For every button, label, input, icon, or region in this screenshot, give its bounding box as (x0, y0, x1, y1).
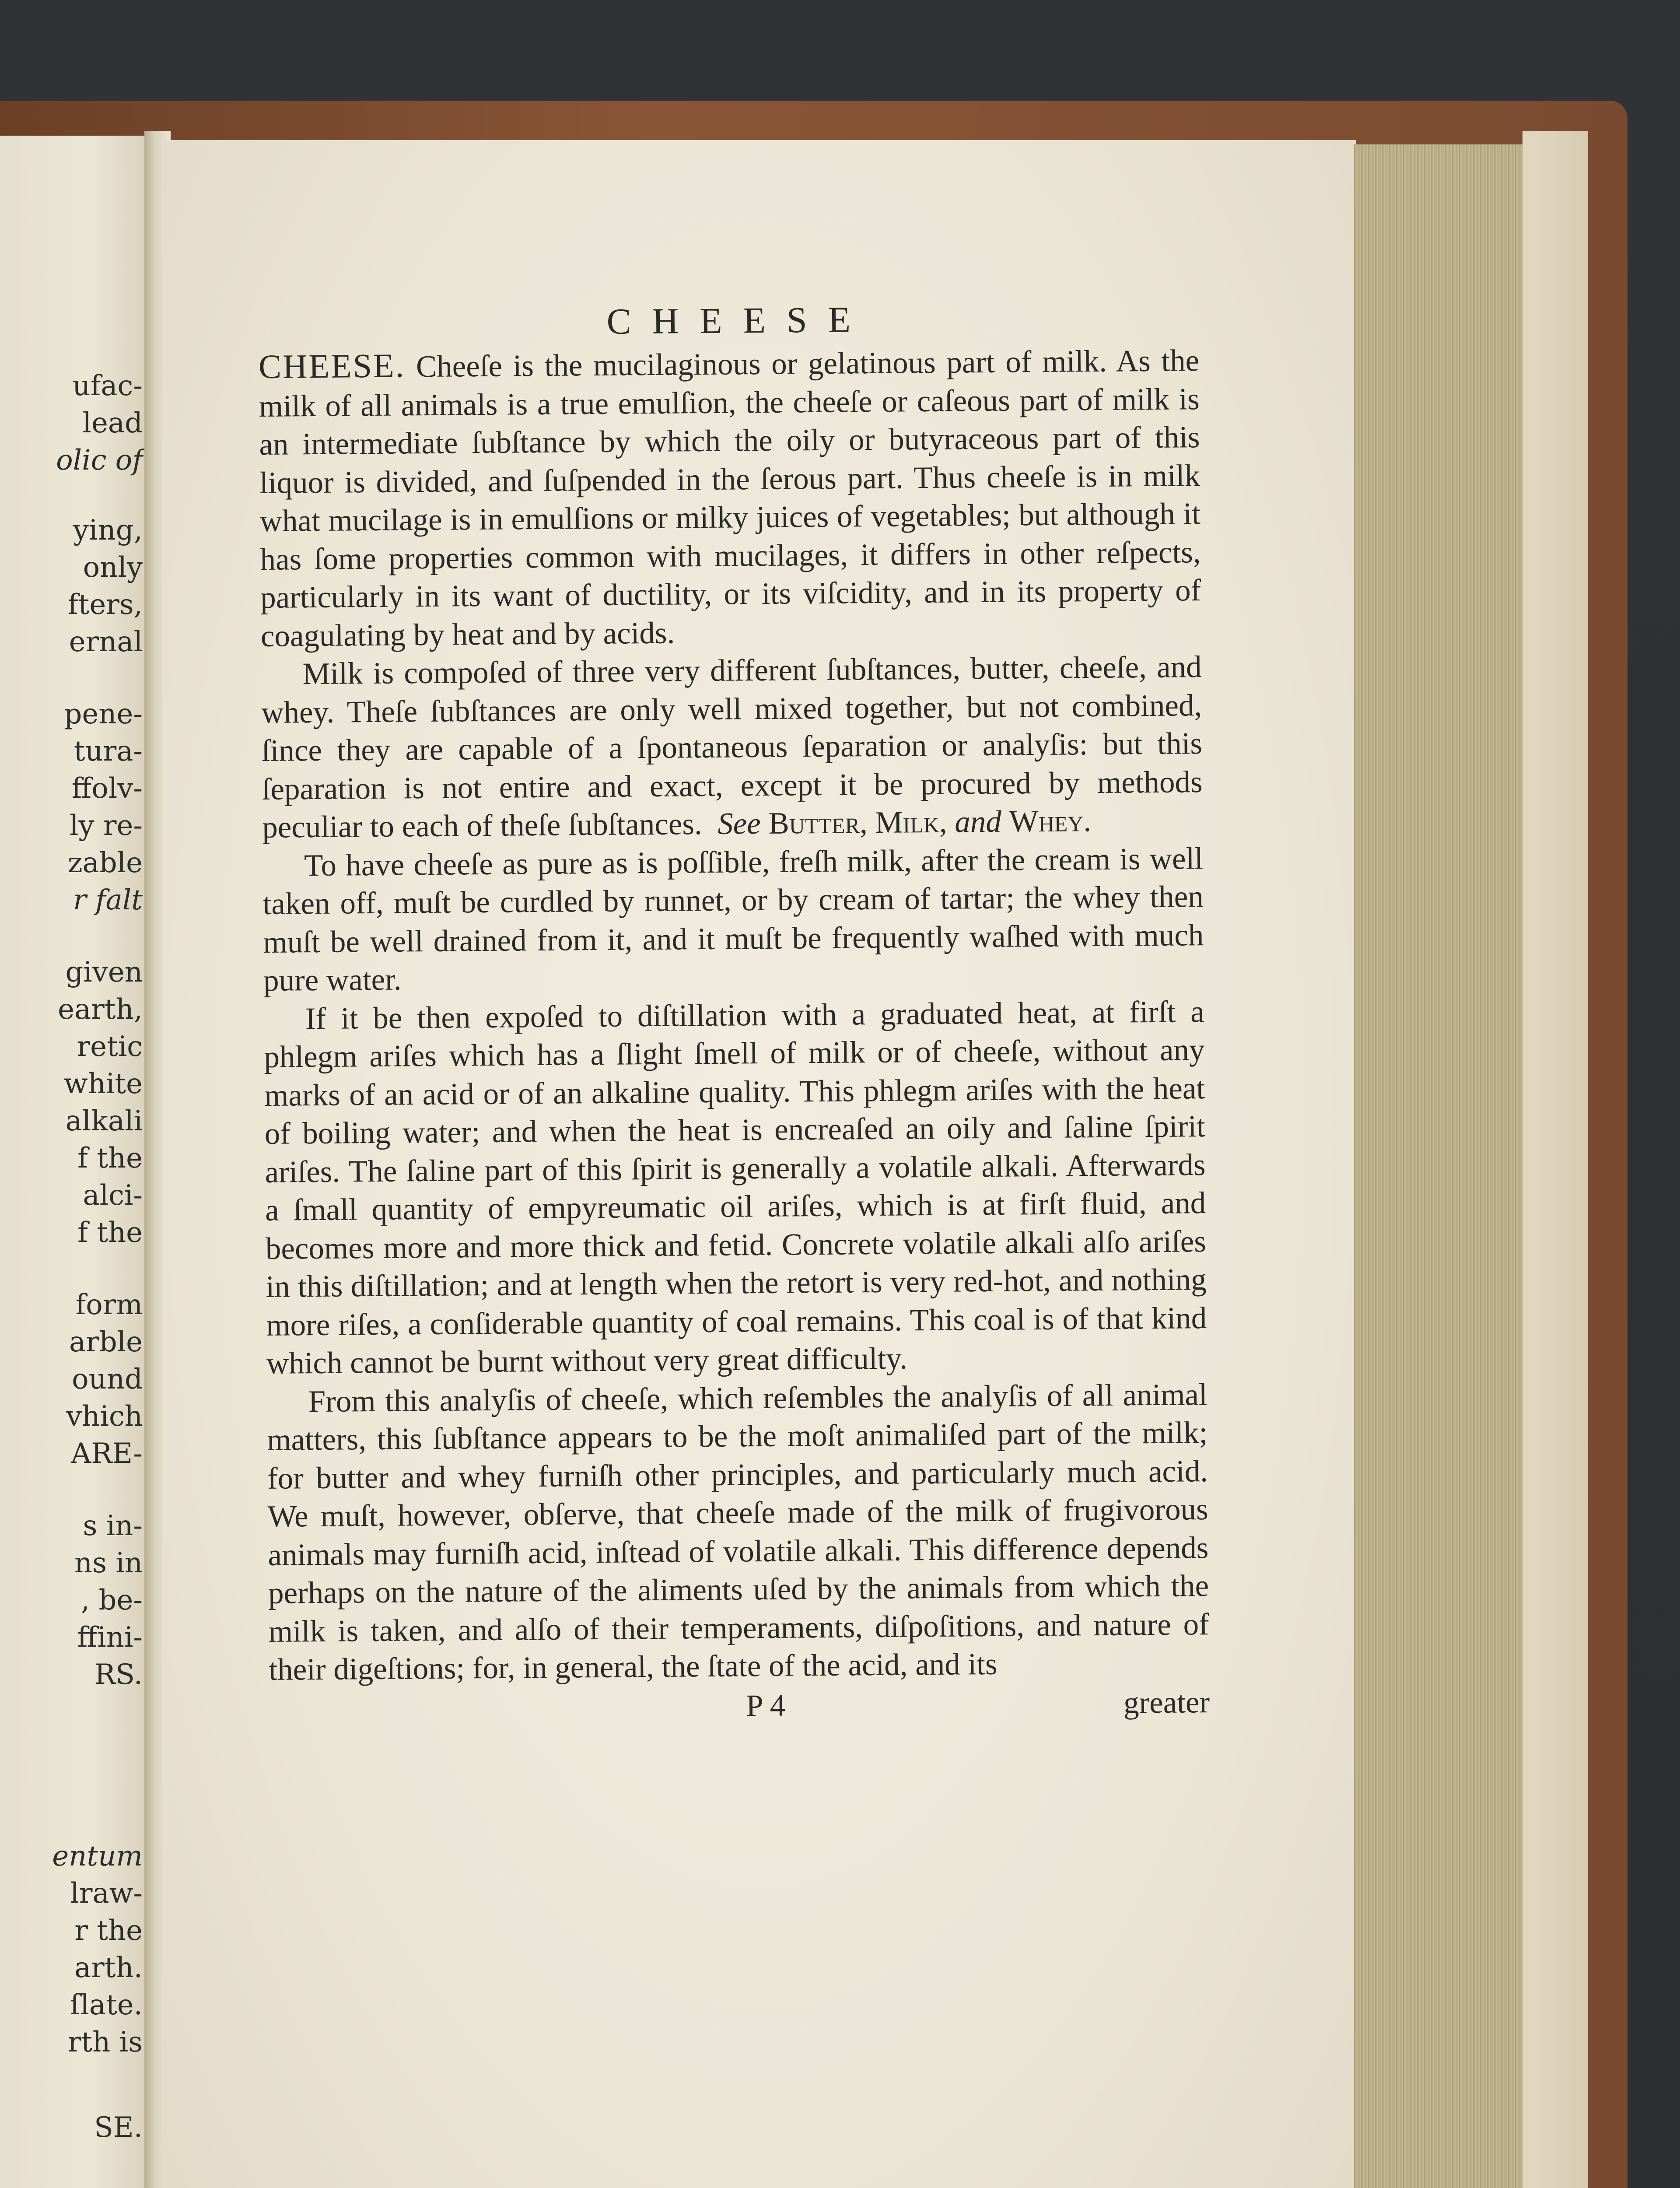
left-page-line: pene- (64, 698, 143, 730)
left-page-line: ying, (73, 514, 143, 547)
left-page-line: ound (72, 1363, 143, 1396)
left-page-line: ffini- (77, 1621, 143, 1654)
left-page-line: given (65, 956, 143, 989)
left-page-line: lead (82, 407, 143, 439)
ref-and: and (955, 804, 1002, 839)
left-page-line: earth, (58, 993, 143, 1026)
ref-milk: Milk (875, 805, 940, 840)
left-page-line: ſlate. (70, 1989, 143, 2021)
left-page-line: arth. (74, 1952, 143, 1984)
left-page-line: form (75, 1289, 143, 1321)
page-footer (269, 1685, 1210, 1732)
paragraph-4-text: If it be then expoſed to diſtillation with a graduated heat, at firſt a phlegm ariſes which has a ſlight ſmell of milk or of cheeſe, without any marks of an acid or of an alkaline quality. This phlegm ariſes with the heat of boiling water; and when the heat is encreaſed an oily and ſaline ſpirit ariſes. The ſaline part of this ſpirit is generally a volatile alkali. Afterwards a ſmall quantity of empyreumatic oil ariſes, which is at firſt fluid, and becomes more and more thick and fetid. Concrete volatile alkali alſo ariſes in this diſtillation; and at length when the retort is very red-hot, and nothing more riſes, a conſiderable quantity of coal remains. This coal is of that kind which cannot be burnt without very great difficulty. (264, 994, 1207, 1381)
left-page-line: rth is (67, 2026, 143, 2058)
paragraph-4 (263, 993, 1207, 1383)
left-page-line: ly re- (69, 810, 143, 842)
left-page-line: entum (52, 1840, 143, 1872)
running-head: CHEESE (606, 299, 872, 342)
ref-whey: Whey (1009, 804, 1084, 839)
paragraph-5-text: From this analyſis of cheeſe, which reſembles the analyſis of all animal matters, this ſubſtance appears to be the moſt animaliſed part of the milk; for butter and whey furniſh other principles, and particularly much acid. We muſt, however, obſerve, that cheeſe made of the milk of frugivorous animals may furniſh acid, inſtead of volatile alkali. This difference depends perhaps on the nature of the aliments uſed by the animals from which the milk is taken, and alſo of their temperaments, diſpoſitions, and nature of their digeſtions; for, in general, the ſtate of the acid, and its (267, 1377, 1210, 1687)
left-page-line: s in- (83, 1510, 143, 1542)
ref-butter: Butter (768, 806, 860, 841)
page-block-edge (1354, 144, 1529, 2188)
left-page-line: f the (77, 1217, 143, 1249)
entry-word: CHEESE. (258, 346, 406, 386)
left-page-line: r the (74, 1914, 143, 1947)
left-page-line: only (83, 551, 143, 584)
left-page-line: zable (67, 847, 143, 879)
catchword: greater (1123, 1685, 1210, 1720)
left-page-line: fters, (67, 589, 143, 621)
see-reference: See (717, 806, 761, 841)
left-page-line: white (63, 1068, 143, 1100)
left-page-line: f the (77, 1142, 143, 1175)
paragraph-5 (266, 1376, 1209, 1690)
left-page-line: tura- (74, 735, 143, 768)
left-page-line: alci- (83, 1179, 143, 1212)
left-page-line: vhich (66, 1400, 143, 1433)
left-page-line: , be- (80, 1584, 143, 1616)
left-page-line: lraw- (70, 1877, 143, 1910)
left-page-line: retic (77, 1031, 143, 1063)
text-column (258, 299, 1210, 1731)
left-page-line: ARE- (71, 1438, 143, 1470)
left-page-line: ffolv- (71, 772, 143, 805)
left-page-line: r falt (73, 884, 143, 916)
paragraph-2: Milk is compoſed of three very different ſubſtances, butter, cheeſe, and whey. Theſe ſubſtances are only well mixed together, but not combined, ſince they are capable of a ſpontaneous ſeparation or analyſis: but this ſeparation is not entire and exact, except it be procured by methods peculiar to each of theſe ſubſtances. See Butter, Milk, and Whey. (261, 650, 1203, 845)
paragraph-3-text: To have cheeſe as pure as is poſſible, freſh milk, after the cream is well taken off, muſt be curdled by runnet, or by cream of tartar; the whey then muſt be well drained from it, and it muſt be frequently waſhed with much pure water. (262, 841, 1204, 998)
endpaper (1522, 131, 1588, 2188)
paragraph-2-text: Milk is compoſed of three very different ſubſtances, butter, cheeſe, and whey. Theſe ſubſtances are only well mixed together, but not combined, ſince they are capable of a ſpontaneous ſeparation or analyſis: but this ſeparation is not entire and exact, except it be procured by methods peculiar to each of theſe ſubſtances. (261, 650, 1203, 845)
left-page-line: RS. (94, 1659, 143, 1691)
left-page-line: olic of (56, 444, 143, 477)
left-page-line: alkali (65, 1105, 143, 1137)
paragraph-1 (259, 340, 1201, 656)
signature-mark: P 4 (746, 1688, 786, 1723)
paragraph-3 (262, 840, 1204, 1000)
left-page-line: arble (69, 1326, 143, 1358)
body-text (259, 340, 1210, 1689)
paragraph-1-text: Cheeſe is the mucilaginous or gelatinous part of milk. As the milk of all animals is a true emulſion, the cheeſe or caſeous part of milk is an intermediate ſubſtance by which the oily or butyraceous part of this liquor is divided, and ſuſpended in the ſerous part. Thus cheeſe is in milk what mucilage is in emulſions or milky juices of vegetables; but although it has ſome properties common with mucilages, it differs in other reſpects, particularly in its want of ductility, or its viſcidity, and in its property of coagulating by heat and by acids. (259, 344, 1201, 653)
left-page (0, 136, 149, 2188)
left-page-line: ns in (74, 1547, 143, 1579)
left-page-line: ernal (69, 626, 143, 658)
left-page-line: SE. (94, 2111, 143, 2144)
left-page-line: ufac- (72, 370, 143, 402)
